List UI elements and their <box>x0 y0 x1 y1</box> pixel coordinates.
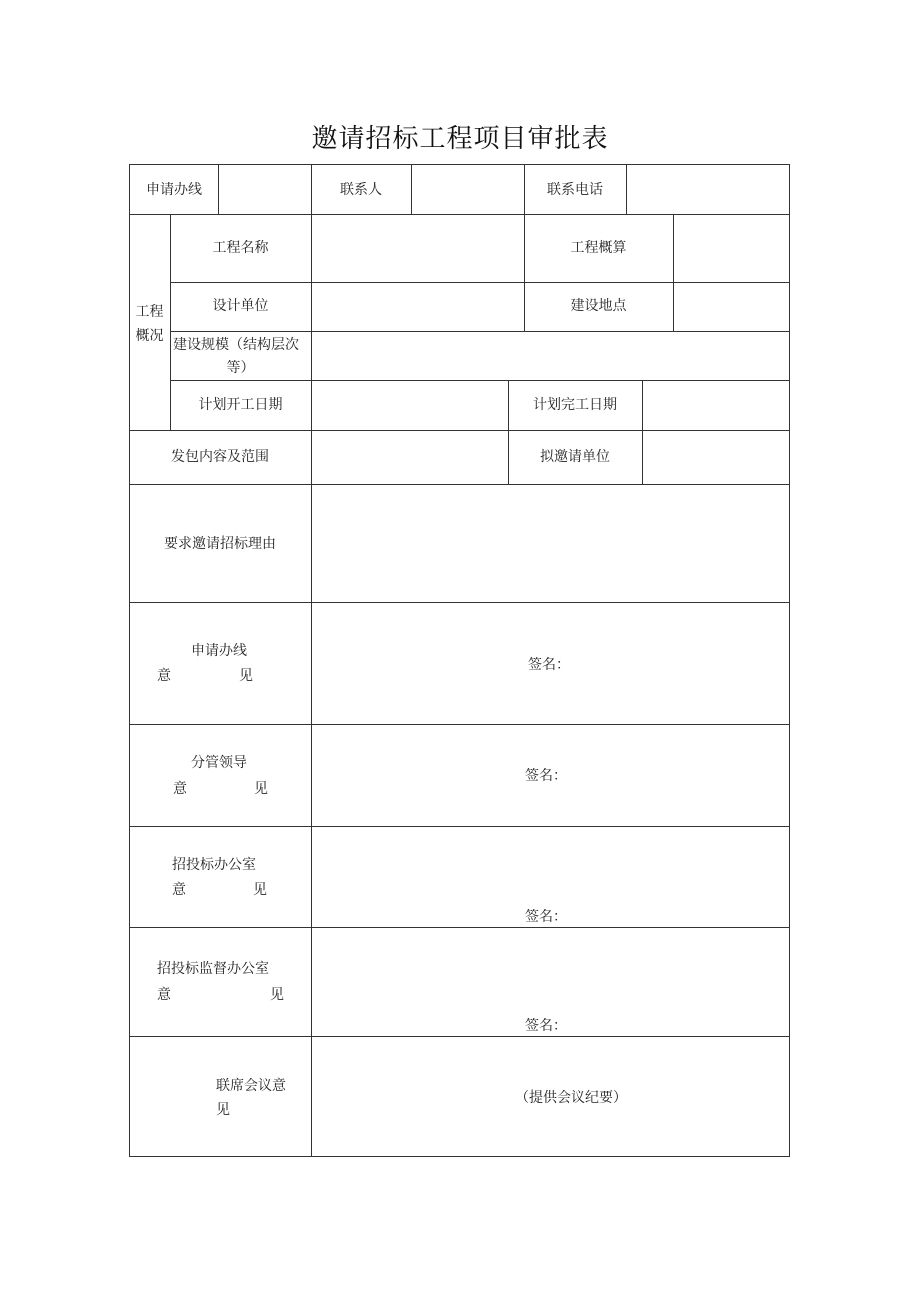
opinion-supervision-title: 招投标监督办公室 <box>157 961 269 977</box>
opinion-applicant-sign: 签名： <box>528 657 570 673</box>
row-line <box>170 331 790 332</box>
scope-label: 发包内容及范围 <box>171 449 269 465</box>
applicant-dept-label: 申请办线 <box>146 182 202 198</box>
budget-label: 工程概算 <box>570 240 627 256</box>
row-line <box>170 282 790 283</box>
opinion-leader-jian: 见 <box>254 781 268 797</box>
row-line <box>129 724 790 725</box>
opinion-bid-office-sign: 签名： <box>525 909 567 925</box>
opinion-leader-sign: 签名： <box>525 768 567 784</box>
opinion-bid-office-yi: 意 <box>172 882 186 898</box>
overview-group-label-1: 工程 <box>135 304 164 320</box>
row-line <box>129 927 790 928</box>
row-line <box>129 214 790 215</box>
scale-label-line2: 等） <box>226 360 255 376</box>
design-unit-label: 设计单位 <box>212 298 269 314</box>
opinion-supervision-sign: 签名： <box>525 1018 567 1034</box>
phone-label: 联系电话 <box>547 182 603 198</box>
col-line <box>311 214 312 1157</box>
contact-label: 联系人 <box>340 182 382 198</box>
reason-label: 要求邀请招标理由 <box>164 536 276 552</box>
invited-units-label: 拟邀请单位 <box>540 449 610 465</box>
opinion-applicant-jian: 见 <box>239 668 253 684</box>
row-line <box>129 1036 790 1037</box>
row-line <box>129 602 790 603</box>
location-label: 建设地点 <box>570 298 627 314</box>
row-line <box>129 484 790 485</box>
table-border-top <box>129 164 790 165</box>
table-border-right <box>789 164 790 1157</box>
overview-group-label-2: 概况 <box>135 328 164 344</box>
joint-meeting-title: 联席会议意 <box>216 1078 286 1094</box>
opinion-bid-office-title: 招投标办公室 <box>172 857 256 873</box>
row-line <box>129 430 790 431</box>
form-title: 邀请招标工程项目审批表 <box>311 124 609 154</box>
opinion-leader-yi: 意 <box>173 781 187 797</box>
table-border-bottom <box>129 1156 790 1157</box>
opinion-applicant-yi: 意 <box>157 668 171 684</box>
opinion-leader-title: 分管领导 <box>191 755 247 771</box>
col-line <box>673 214 674 331</box>
opinion-supervision-yi: 意 <box>157 987 171 1003</box>
opinion-bid-office-jian: 见 <box>253 882 267 898</box>
col-line <box>411 164 412 214</box>
joint-meeting-note: （提供会议纪要） <box>515 1090 627 1106</box>
col-line <box>626 164 627 214</box>
joint-meeting-title-2: 见 <box>216 1102 230 1118</box>
opinion-applicant-title: 申请办线 <box>191 643 247 659</box>
opinion-supervision-jian: 见 <box>270 987 284 1003</box>
plan-finish-label: 计划完工日期 <box>533 397 617 413</box>
row-line <box>170 380 790 381</box>
plan-start-label: 计划开工日期 <box>198 397 283 413</box>
col-line <box>642 380 643 484</box>
project-name-label: 工程名称 <box>212 240 269 256</box>
scale-label-line1: 建设规模（结构层次 <box>173 337 299 353</box>
row-line <box>129 826 790 827</box>
